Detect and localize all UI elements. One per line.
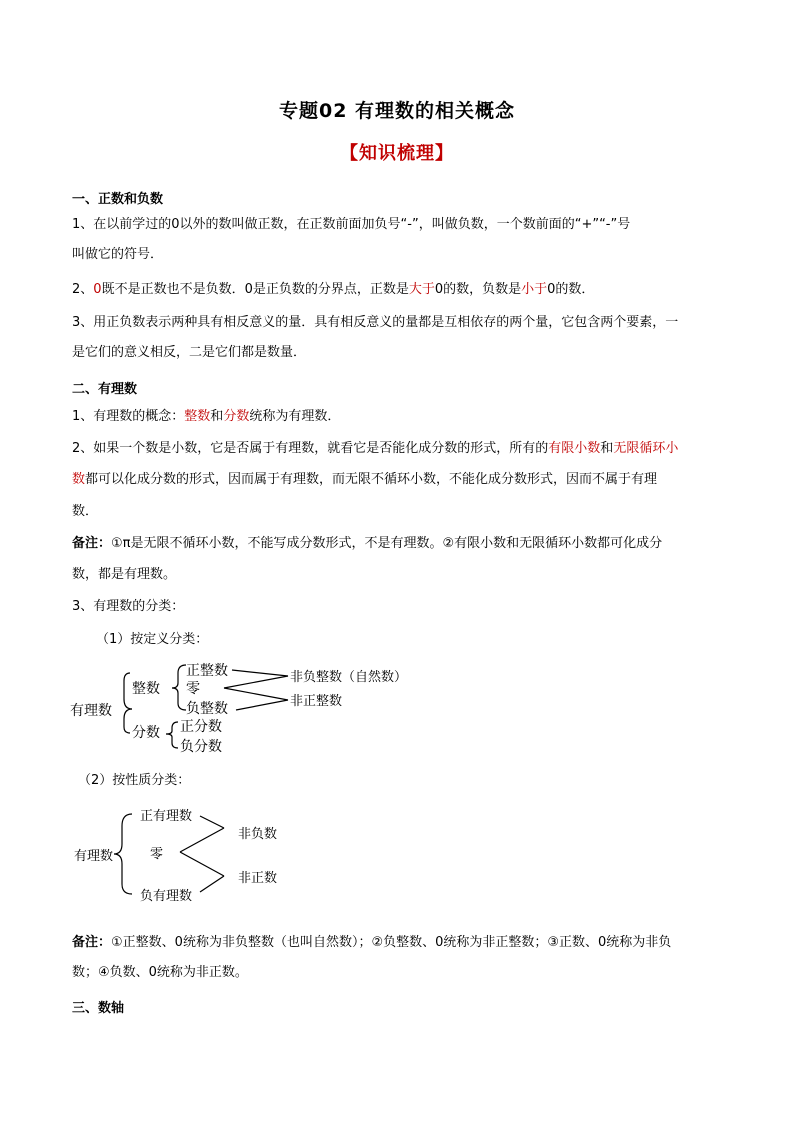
diagram1-root-label: 有理数 — [70, 703, 112, 719]
diagram2-positive-rational-label: 正有理数 — [140, 809, 193, 824]
s2-p2-finite-decimal-highlight: 有限小数 — [548, 441, 601, 456]
s2-note-1-line-1 — [72, 535, 732, 553]
s1-para-1-line-1: 1、在以前学过的0以外的数叫做正数，在正数前面加负号“-”，叫做负数，一个数前面的“+”“-”号 — [72, 217, 631, 232]
diagram2-connector-pos — [200, 816, 224, 828]
diagram1-positive-fraction-label: 正分数 — [180, 719, 222, 735]
diagram1-positive-integer-label: 正整数 — [186, 663, 228, 679]
s2-note-2-text: ①正整数、0统称为非负整数（也叫自然数）；②负整数、0统称为非正整数；③正数、0统称为非负 — [111, 935, 672, 950]
diagram1-connector-1 — [232, 670, 288, 676]
diagram1-integer-brace — [172, 665, 186, 710]
s2-p2-repeating-decimal-highlight-end: 数 — [72, 472, 86, 487]
s1-p2-text-1: 既不是正数也不是负数．0是正负数的分界点，正数是 — [101, 282, 409, 297]
diagram1-root-brace-lower — [124, 709, 132, 733]
diagram1-connector-4 — [236, 700, 288, 710]
diagram1-connector-2 — [224, 676, 288, 688]
diagram1-fraction-label: 分数 — [132, 725, 160, 741]
section-heading-3: 三、数轴 — [72, 1001, 125, 1016]
section-heading-1: 一、正数和负数 — [72, 192, 164, 207]
s2-para-2-line-3: 数． — [72, 504, 99, 519]
s2-para-1 — [72, 408, 732, 426]
diagram2-zero-label: 零 — [150, 847, 164, 862]
s1-para-3-line-2: 是它们的意义相反，二是它们都是数量． — [72, 345, 307, 360]
s2-p1-suffix: 统称为有理数． — [249, 409, 341, 424]
s2-note-2-line-2: 数；④负数、0统称为非正数。 — [72, 965, 248, 980]
diagram1-integer-label: 整数 — [132, 681, 160, 697]
diagram2-nonpositive-label: 非正数 — [238, 871, 278, 886]
s1-para-2 — [72, 281, 732, 299]
classification-1-heading: （1）按定义分类： — [96, 632, 209, 647]
s2-para-2-line-2 — [72, 471, 732, 489]
s1-p2-less-highlight: 小于 — [521, 282, 548, 297]
s2-p1-and: 和 — [210, 409, 224, 424]
section-heading-2: 二、有理数 — [72, 382, 138, 397]
page-title: 专题02 有理数的相关概念 — [278, 100, 516, 122]
diagram1-negative-fraction-label: 负分数 — [180, 739, 222, 755]
diagram2-connector-zero-up — [180, 828, 224, 852]
diagram1-root-brace-upper — [124, 673, 132, 709]
s2-note-2-line-1 — [72, 934, 732, 952]
classification-2-heading: （2）按性质分类： — [78, 773, 191, 788]
s1-para-1-line-2: 叫做它的符号． — [72, 247, 164, 262]
s2-p1-fraction-highlight: 分数 — [223, 409, 250, 424]
s2-p1-integer-highlight: 整数 — [184, 409, 211, 424]
s2-para-3: 3、有理数的分类： — [72, 599, 185, 614]
s2-p2-repeating-decimal-highlight: 无限循环小 — [613, 441, 679, 456]
diagram2-nonnegative-label: 非负数 — [238, 827, 278, 842]
s1-p2-text-2: 0的数，负数是 — [434, 282, 522, 297]
s2-p2-text-1: 2、如果一个数是小数，它是否属于有理数，就看它是否能化成分数的形式，所有的 — [72, 441, 549, 456]
diagram1-nonpositive-integer-label: 非正整数 — [290, 694, 343, 709]
s2-note-1-line-2: 数，都是有理数。 — [72, 567, 177, 582]
diagram1-negative-integer-label: 负整数 — [186, 701, 228, 717]
s2-p2-and: 和 — [600, 441, 614, 456]
diagram1-zero-label: 零 — [186, 681, 200, 697]
s2-para-2-line-1 — [72, 440, 732, 458]
diagram2-root-brace — [114, 814, 132, 894]
diagram2-connector-neg — [200, 876, 224, 892]
diagram1-fraction-brace — [166, 722, 178, 748]
s1-para-3-line-1: 3、用正负数表示两种具有相反意义的量．具有相反意义的量都是互相依存的两个量，它包含两个要素，一 — [72, 315, 679, 330]
s2-p2-text-2: 都可以化成分数的形式，因而属于有理数，而无限不循环小数，不能化成分数形式，因而不属于有理 — [85, 472, 658, 487]
note-label: 备注： — [72, 935, 112, 950]
diagram2-connector-zero-down — [180, 852, 224, 876]
diagram2-negative-rational-label: 负有理数 — [140, 889, 193, 904]
s1-p2-prefix: 2、 — [72, 282, 94, 297]
s1-p2-greater-highlight: 大于 — [408, 282, 435, 297]
diagram2-root-label: 有理数 — [74, 849, 114, 864]
diagram1-connector-3 — [224, 688, 288, 700]
s1-p2-text-3: 0的数． — [547, 282, 595, 297]
classification-diagram-by-definition — [66, 655, 446, 765]
s1-p2-zero-highlight: 0 — [93, 282, 102, 297]
s2-p1-prefix: 1、有理数的概念： — [72, 409, 185, 424]
classification-diagram-by-property — [70, 802, 330, 912]
diagram1-nonnegative-integer-label: 非负整数（自然数） — [290, 670, 408, 685]
note-label: 备注： — [72, 536, 112, 551]
s2-note-1-text: ①π是无限不循环小数，不能写成分数形式，不是有理数。②有限小数和无限循环小数都可化成分 — [111, 536, 663, 551]
section-subtitle: 【知识梳理】 — [340, 143, 454, 164]
